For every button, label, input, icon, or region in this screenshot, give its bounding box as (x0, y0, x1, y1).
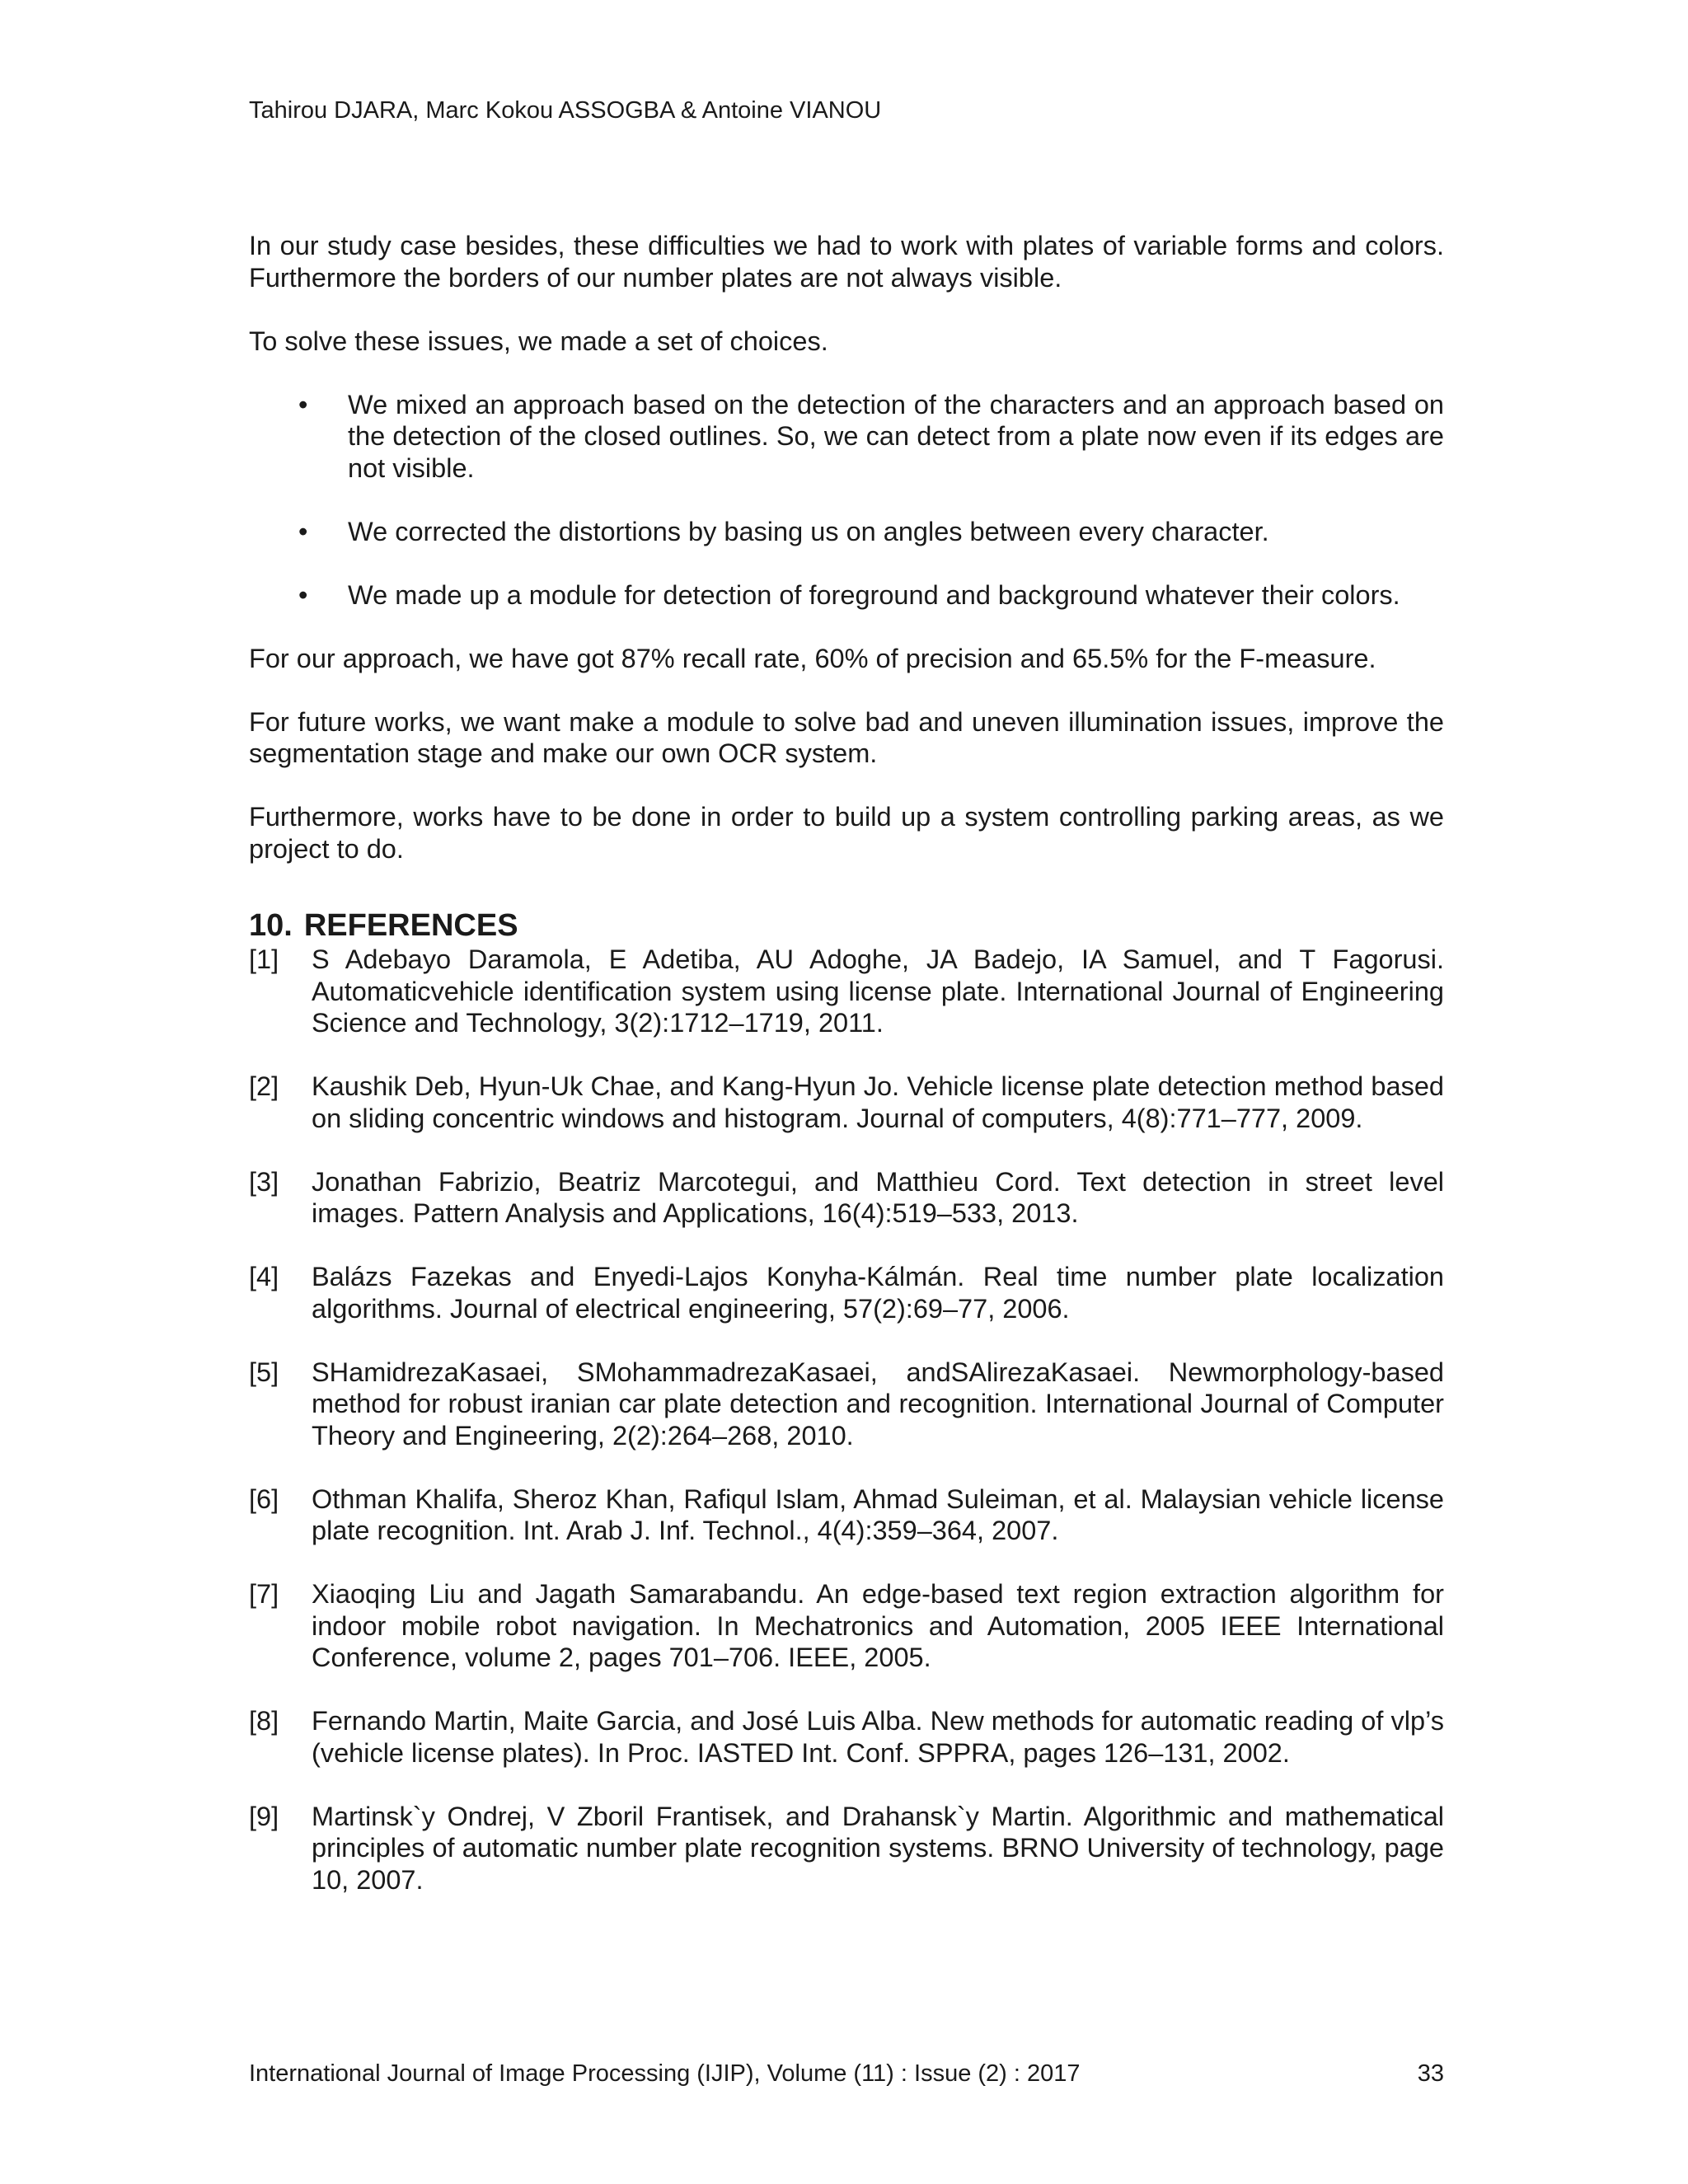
reference-item (249, 1166, 1444, 1230)
reference-list (249, 944, 1444, 1896)
section-heading (249, 907, 1444, 944)
reference-item (249, 1801, 1444, 1896)
list-item (249, 579, 1444, 612)
reference-number: [4] (249, 1262, 279, 1291)
reference-number: [8] (249, 1706, 279, 1736)
reference-text: SHamidrezaKasaei, SMohammadrezaKasaei, andSAlirezaKasaei. Newmorphology-based method for robust iranian car plate detection and recognition. International Journal of Computer Theory and Engineering, 2(2):264–268, 2010. (312, 1357, 1444, 1451)
list-item-text: We mixed an approach based on the detection of the characters and an approach based on the detection of the closed outlines. So, we can detect from a plate now even if its edges are not visible. (348, 389, 1444, 483)
reference-number: [9] (249, 1801, 279, 1831)
reference-item (249, 1071, 1444, 1134)
running-header (249, 97, 881, 124)
page-number: 33 (1417, 2060, 1444, 2087)
reference-number: [3] (249, 1166, 279, 1197)
footer-journal: International Journal of Image Processing (IJIP), Volume (11) : Issue (2) : 2017 (249, 2060, 1081, 2087)
section-number: 10. (249, 908, 293, 943)
list-item (249, 389, 1444, 485)
reference-number: [7] (249, 1579, 279, 1609)
reference-number: [1] (249, 944, 279, 974)
reference-text: Jonathan Fabrizio, Beatriz Marcotegui, and Matthieu Cord. Text detection in street level images. Pattern Analysis and Applications, 16(4):519–533, 2013. (312, 1166, 1444, 1228)
reference-text: S Adebayo Daramola, E Adetiba, AU Adoghe, JA Badejo, IA Samuel, and T Fagorusi. Automaticvehicle identification system using license plate. International Journal of Engineering Science and Technology, 3(2):1712–1719, 2011. (312, 944, 1444, 1038)
reference-number: [2] (249, 1071, 279, 1101)
reference-item (249, 944, 1444, 1039)
reference-number: [5] (249, 1357, 279, 1387)
reference-item (249, 1483, 1444, 1547)
header-authors: Tahirou DJARA, Marc Kokou ASSOGBA & Antoine VIANOU (249, 97, 882, 124)
reference-text: Balázs Fazekas and Enyedi-Lajos Konyha-Kálmán. Real time number plate localization algorithms. Journal of electrical engineering, 57(2):69–77, 2006. (312, 1262, 1444, 1324)
reference-item (249, 1357, 1444, 1452)
list-item (249, 516, 1444, 548)
section-title: REFERENCES (303, 908, 518, 943)
reference-item (249, 1578, 1444, 1674)
list-item-text: We corrected the distortions by basing us on angles between every character. (348, 516, 1269, 546)
paragraph: Furthermore, works have to be done in order to build up a system controlling parking areas, as we project to do. (249, 802, 1444, 864)
main-content (249, 230, 1444, 1928)
paragraph: To solve these issues, we made a set of choices. (249, 326, 828, 356)
list-item-text: We made up a module for detection of foreground and background whatever their colors. (348, 579, 1400, 610)
bullet-icon: • (298, 516, 308, 546)
bullet-icon: • (298, 389, 308, 419)
reference-text: Xiaoqing Liu and Jagath Samarabandu. An edge-based text region extraction algorithm for indoor mobile robot navigation. In Mechatronics and Automation, 2005 IEEE International Conference, volume 2, pages 701–706. IEEE, 2005. (312, 1579, 1444, 1672)
paragraph: In our study case besides, these difficulties we had to work with plates of variable forms and colors. Furthermore the borders of our number plates are not always visible. (249, 231, 1444, 293)
paragraph: For future works, we want make a module to solve bad and uneven illumination issues, improve the segmentation stage and make our own OCR system. (249, 706, 1444, 768)
reference-text: Fernando Martin, Maite Garcia, and José Luis Alba. New methods for automatic reading of vlp’s (vehicle license plates). In Proc. IASTED Int. Conf. SPPRA, pages 126–131, 2002. (312, 1706, 1444, 1768)
paragraph: For our approach, we have got 87% recall rate, 60% of precision and 65.5% for the F-measure. (249, 643, 1376, 673)
reference-item (249, 1705, 1444, 1769)
choices-list (249, 389, 1444, 612)
reference-text: Othman Khalifa, Sheroz Khan, Rafiqul Islam, Ahmad Suleiman, et al. Malaysian vehicle license plate recognition. Int. Arab J. Inf. Technol., 4(4):359–364, 2007. (312, 1483, 1444, 1545)
reference-item (249, 1261, 1444, 1324)
reference-text: Kaushik Deb, Hyun-Uk Chae, and Kang-Hyun Jo. Vehicle license plate detection method based on sliding concentric windows and histogram. Journal of computers, 4(8):771–777, 2009. (312, 1071, 1444, 1133)
bullet-icon: • (298, 579, 308, 610)
reference-number: [6] (249, 1483, 279, 1514)
reference-text: Martinsk`y Ondrej, V Zboril Frantisek, and Drahansk`y Martin. Algorithmic and mathematical principles of automatic number plate recognition systems. BRNO University of technology, page 10, 2007. (312, 1801, 1444, 1895)
